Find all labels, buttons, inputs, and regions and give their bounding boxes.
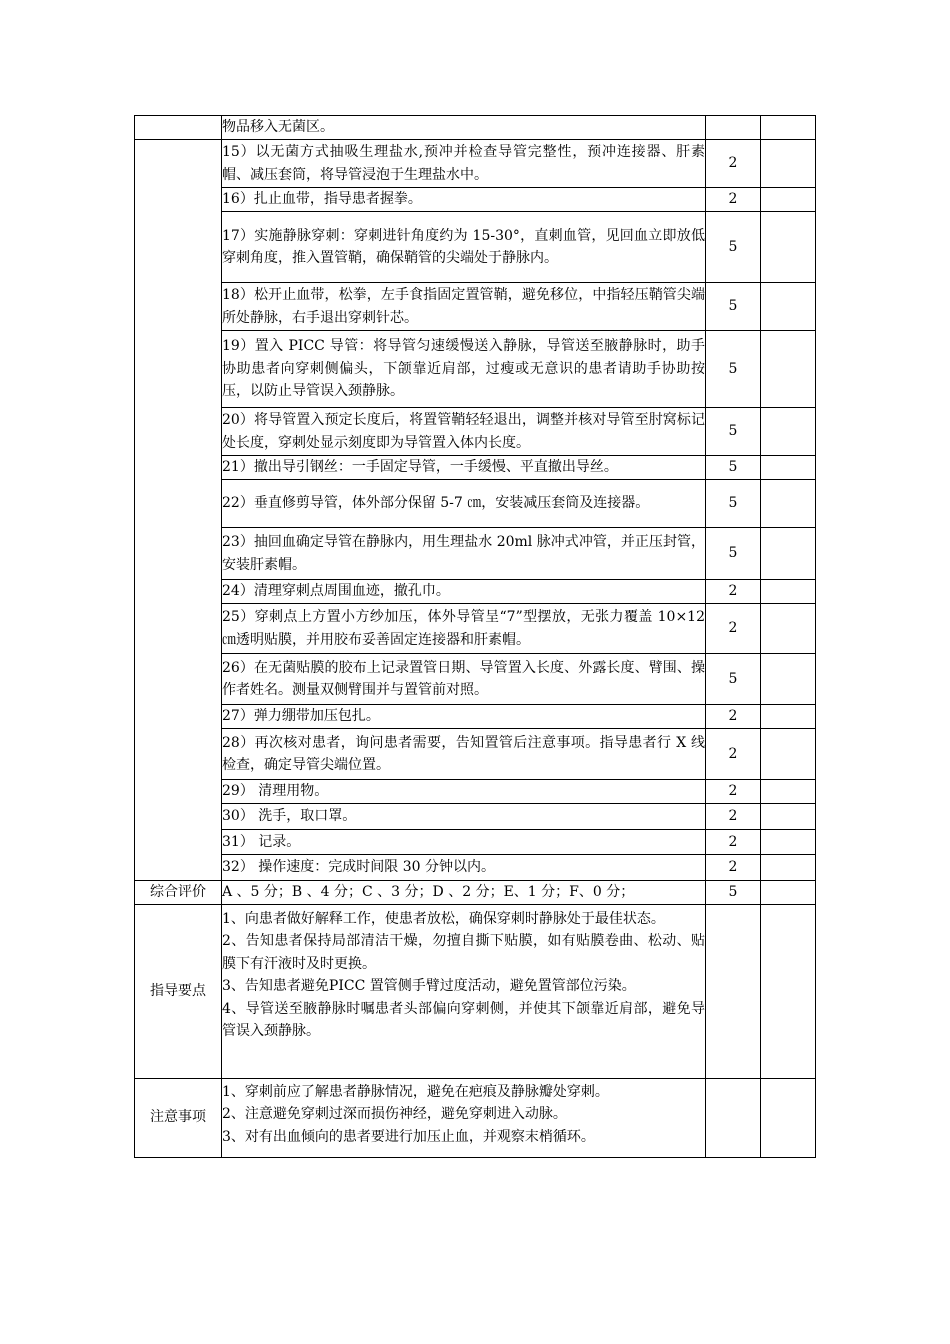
score-cell: 5: [706, 528, 761, 580]
table-row: [135, 528, 816, 580]
row-label-cell: [135, 140, 222, 881]
score-cell: 2: [706, 580, 761, 604]
deduction-cell: [761, 331, 816, 408]
table-row: [135, 1078, 816, 1157]
table-row: [135, 804, 816, 830]
content-cell: [222, 780, 706, 804]
deduction-cell: [761, 830, 816, 855]
content-line: A 、5 分；B 、4 分；C 、3 分；D 、2 分；E、1 分；F、0 分；: [222, 884, 635, 900]
score-cell: [706, 904, 761, 1078]
content-line: 31） 记录。: [222, 833, 301, 850]
table-row: [135, 331, 816, 408]
table-row: [135, 705, 816, 729]
score-cell: 2: [706, 705, 761, 729]
deduction-cell: [761, 212, 816, 283]
content-cell: [222, 729, 706, 780]
table-row: [135, 283, 816, 331]
content-line: 25）穿刺点上方置小方纱加压，体外导管呈“7”型摆放，无张力覆盖 10×12 ㎝透明贴膜，并用胶布妥善固定连接器和肝素帽。: [222, 609, 705, 648]
deduction-cell: [761, 904, 816, 1078]
table-body: [135, 116, 816, 1158]
content-line: 16）扎止血带，指导患者握拳。: [222, 191, 422, 208]
table-row: [135, 881, 816, 905]
content-cell: [222, 283, 706, 331]
content-line: 1、向患者做好解释工作，使患者放松，确保穿刺时静脉处于最佳状态。: [222, 910, 665, 927]
content-line: 29） 清理用物。: [222, 783, 329, 800]
deduction-cell: [761, 705, 816, 729]
content-line: 20）将导管置入预定长度后，将置管鞘轻轻退出，调整并核对导管至肘窝标记处长度，穿刺处显示刻度即为导管置入体内长度。: [222, 412, 705, 451]
score-cell: 2: [706, 188, 761, 212]
content-line: 2、注意避免穿刺过深而损伤神经，避免穿刺进入动脉。: [222, 1106, 567, 1122]
content-line: 27）弹力绷带加压包扎。: [222, 708, 380, 725]
table-row: [135, 408, 816, 456]
content-line: 32） 操作速度：完成时间限 30 分钟以内。: [222, 859, 495, 876]
score-cell: 2: [706, 729, 761, 780]
deduction-cell: [761, 1078, 816, 1157]
content-line: 24）清理穿刺点周围血迹，撤孔巾。: [222, 583, 450, 600]
deduction-cell: [761, 654, 816, 705]
deduction-cell: [761, 881, 816, 905]
table-row: [135, 729, 816, 780]
content-cell: [222, 212, 706, 283]
content-line: 1、穿刺前应了解患者静脉情况，避免在疤痕及静脉瓣处穿刺。: [222, 1083, 609, 1100]
table-row: [135, 188, 816, 212]
deduction-cell: [761, 140, 816, 188]
row-label-cell: 指导要点: [135, 904, 222, 1078]
content-cell: [222, 456, 706, 480]
content-cell: [222, 480, 706, 528]
content-line: 19）置入 PICC 导管：将导管匀速缓慢送入静脉，导管送至腋静脉时，助手协助患者向穿刺侧偏头，下颌靠近肩部，过瘦或无意识的患者请助手协助按压，以防止导管误入颈静脉。: [222, 338, 705, 400]
content-cell: [222, 528, 706, 580]
content-cell: [222, 188, 706, 212]
content-cell: [222, 654, 706, 705]
content-line: 18）松开止血带，松拳，左手食指固定置管鞘，避免移位，中指轻压鞘管尖端所处静脉，右手退出穿刺针芯。: [222, 287, 705, 326]
deduction-cell: [761, 580, 816, 604]
content-line: 23）抽回血确定导管在静脉内，用生理盐水 20ml 脉冲式冲管，并正压封管，安装肝素帽。: [222, 534, 705, 573]
content-cell: [222, 904, 706, 1078]
content-cell: [222, 855, 706, 881]
score-cell: 2: [706, 855, 761, 881]
table-row: [135, 212, 816, 283]
score-cell: 2: [706, 830, 761, 855]
score-cell: [706, 1078, 761, 1157]
content-line: 21）撤出导引钢丝：一手固定导管，一手缓慢、平直撤出导丝。: [222, 459, 618, 476]
table-row: [135, 904, 816, 1078]
deduction-cell: [761, 408, 816, 456]
score-cell: 5: [706, 408, 761, 456]
content-cell: [222, 116, 706, 140]
score-cell: 2: [706, 604, 761, 654]
score-cell: 5: [706, 212, 761, 283]
deduction-cell: [761, 855, 816, 881]
content-line: 3、告知患者避免PICC 置管侧手臂过度活动，避免置管部位污染。: [222, 978, 636, 994]
content-line: 28）再次核对患者，询问患者需要，告知置管后注意事项。指导患者行 X 线检查，确定导管尖端位置。: [222, 734, 705, 773]
content-cell: [222, 881, 706, 905]
deduction-cell: [761, 604, 816, 654]
content-line: 30） 洗手，取口罩。: [222, 808, 357, 825]
score-cell: [706, 116, 761, 140]
score-cell: 2: [706, 140, 761, 188]
content-line: 4、导管送至腋静脉时嘱患者头部偏向穿刺侧，并使其下颌靠近肩部，避免导管误入颈静脉。: [222, 1000, 705, 1039]
content-cell: [222, 580, 706, 604]
table-row: [135, 580, 816, 604]
content-cell: [222, 804, 706, 830]
deduction-cell: [761, 729, 816, 780]
table-row: [135, 480, 816, 528]
deduction-cell: [761, 116, 816, 140]
content-line: 物品移入无菌区。: [222, 119, 334, 136]
content-cell: [222, 408, 706, 456]
content-line: 26）在无菌贴膜的胶布上记录置管日期、导管置入长度、外露长度、臂围、操作者姓名。测量双侧臂围并与置管前对照。: [222, 659, 705, 698]
table-row: [135, 116, 816, 140]
content-line: 2、告知患者保持局部清洁干燥，勿擅自撕下贴膜，如有贴膜卷曲、松动、贴膜下有汗液时及时更换。: [222, 933, 705, 972]
content-line: 22）垂直修剪导管，体外部分保留 5-7 ㎝，安装减压套筒及连接器。: [222, 495, 650, 512]
score-cell: 5: [706, 480, 761, 528]
score-cell: 5: [706, 331, 761, 408]
table-row: [135, 780, 816, 804]
deduction-cell: [761, 456, 816, 480]
table-row: [135, 456, 816, 480]
content-line: 15）以无菌方式抽吸生理盐水,预冲并检查导管完整性，预冲连接器、肝素帽、减压套筒，将导管浸泡于生理盐水中。: [222, 144, 705, 183]
content-cell: [222, 705, 706, 729]
content-cell: [222, 1078, 706, 1157]
score-cell: 5: [706, 456, 761, 480]
score-cell: 5: [706, 654, 761, 705]
score-cell: 5: [706, 881, 761, 905]
deduction-cell: [761, 283, 816, 331]
deduction-cell: [761, 188, 816, 212]
table-row: [135, 830, 816, 855]
table-row: [135, 604, 816, 654]
score-cell: 2: [706, 804, 761, 830]
content-cell: [222, 331, 706, 408]
deduction-cell: [761, 480, 816, 528]
row-label-cell: 注意事项: [135, 1078, 222, 1157]
table-row: [135, 855, 816, 881]
table-row: [135, 140, 816, 188]
row-label-cell: [135, 116, 222, 140]
score-cell: 5: [706, 283, 761, 331]
deduction-cell: [761, 528, 816, 580]
content-line: 17）实施静脉穿刺：穿刺进针角度约为 15-30°，直刺血管，见回血立即放低穿刺角度，推入置管鞘，确保鞘管的尖端处于静脉内。: [222, 227, 705, 266]
deduction-cell: [761, 780, 816, 804]
content-cell: [222, 604, 706, 654]
table-row: [135, 654, 816, 705]
score-cell: 2: [706, 780, 761, 804]
deduction-cell: [761, 804, 816, 830]
content-line: 3、对有出血倾向的患者要进行加压止血，并观察末梢循环。: [222, 1128, 595, 1145]
content-cell: [222, 140, 706, 188]
row-label-cell: 综合评价: [135, 881, 222, 905]
content-cell: [222, 830, 706, 855]
procedure-scoring-table: [134, 115, 816, 1158]
